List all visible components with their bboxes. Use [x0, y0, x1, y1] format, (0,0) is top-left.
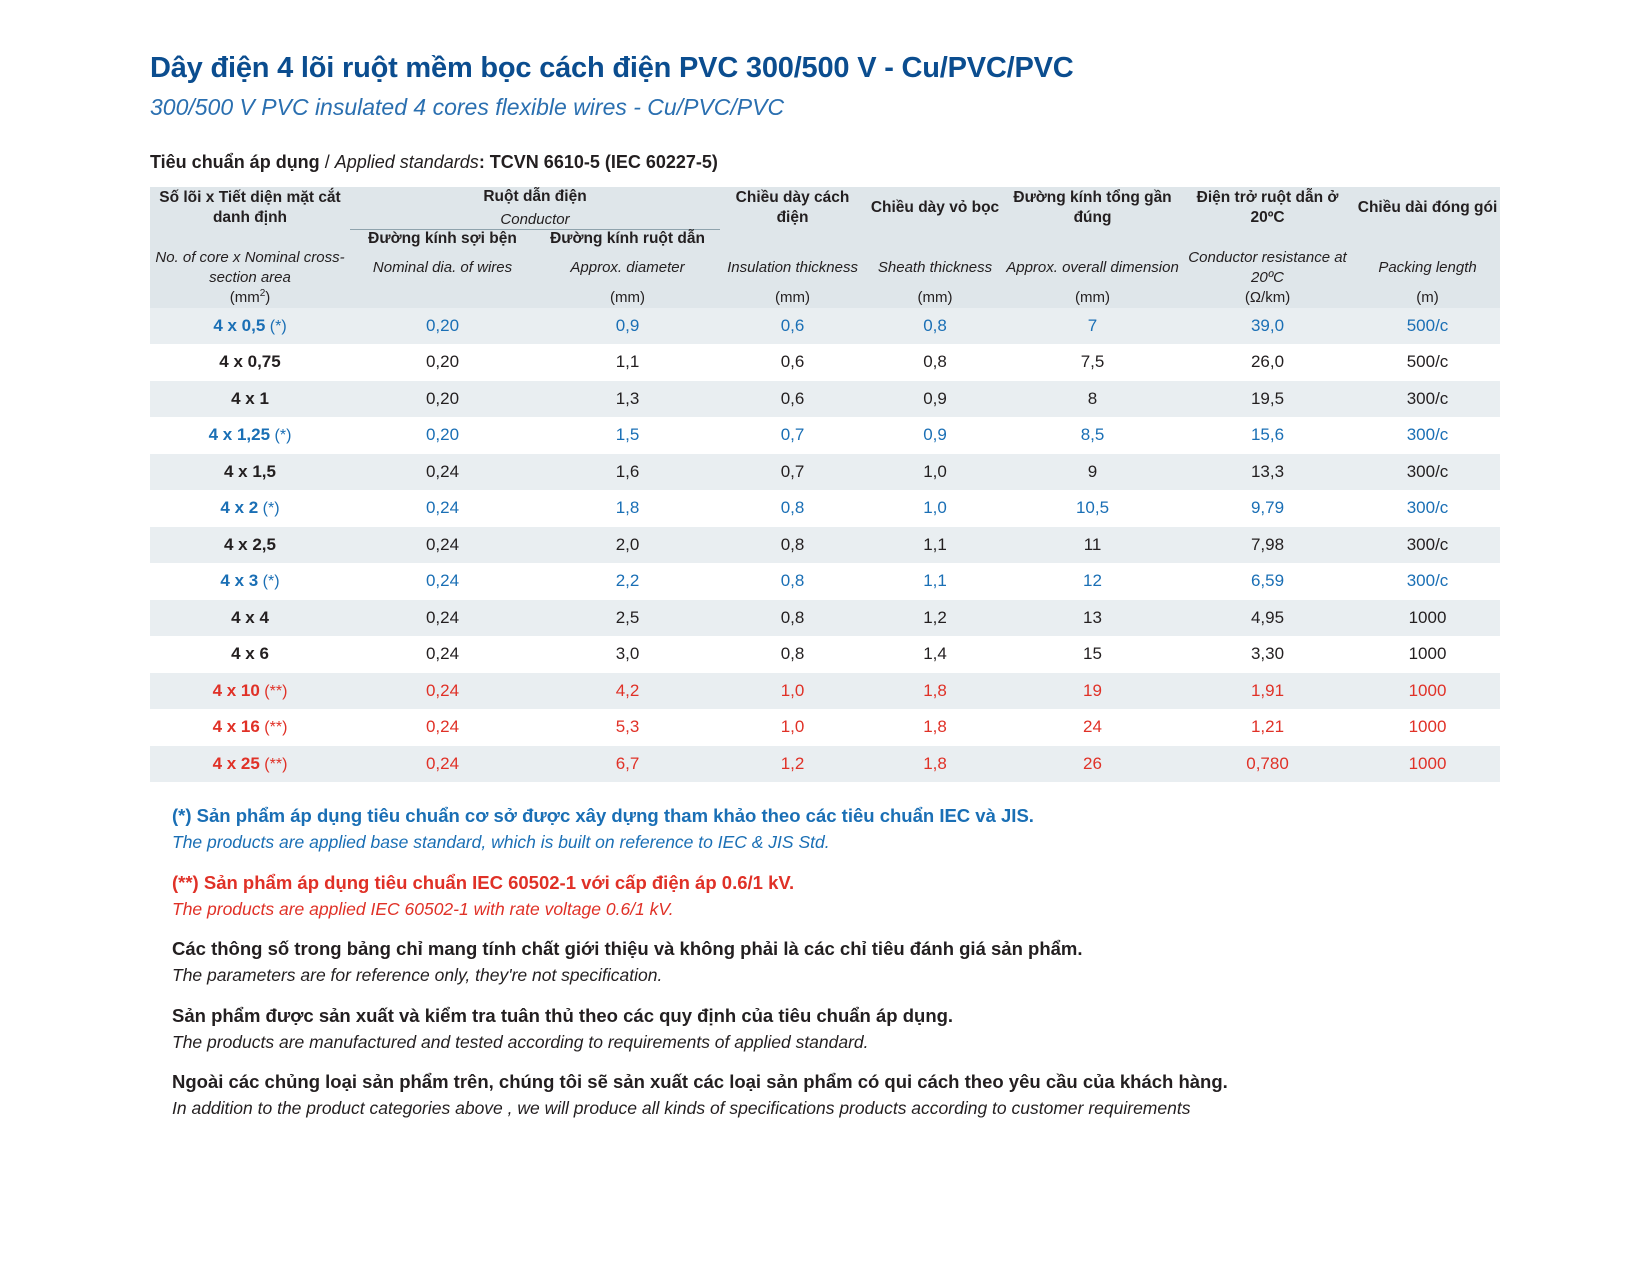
table-row	[150, 673, 1500, 710]
cell-conductor-diameter: 1,6	[535, 454, 720, 491]
cell-wire-diameter: 0,20	[350, 308, 535, 345]
cell-overall-dimension: 7,5	[1005, 344, 1180, 381]
core-footnote-mark: (*)	[258, 573, 280, 591]
unit-sheath: (mm)	[865, 287, 1005, 308]
cell-conductor-diameter: 1,5	[535, 417, 720, 454]
table-row	[150, 563, 1500, 600]
cell-core-section	[150, 673, 350, 710]
cell-overall-dimension: 13	[1005, 600, 1180, 637]
cell-conductor-resistance: 1,21	[1180, 709, 1355, 746]
unit-core-superscript: 2	[259, 288, 266, 300]
cell-overall-dimension: 15	[1005, 636, 1180, 673]
note-text-vi: Ngoài các chủng loại sản phẩm trên, chúng tôi sẽ sản xuất các loại sản phẩm có qui cách theo yêu cầu của khách hàng.	[172, 1071, 1228, 1093]
core-footnote-mark: (*)	[258, 500, 280, 518]
core-footnote-mark: (**)	[259, 682, 288, 700]
cell-conductor-resistance: 6,59	[1180, 563, 1355, 600]
cell-conductor-resistance: 15,6	[1180, 417, 1355, 454]
header-insulation-en: Insulation thickness	[720, 248, 865, 287]
cell-overall-dimension: 19	[1005, 673, 1180, 710]
core-value: 4 x 25	[212, 753, 260, 773]
cell-conductor-resistance: 26,0	[1180, 344, 1355, 381]
table-row	[150, 308, 1500, 345]
note-block	[172, 1070, 1522, 1121]
notes-section	[150, 804, 1522, 1121]
core-footnote-mark: (**)	[259, 755, 288, 773]
cell-packing-length: 300/c	[1355, 454, 1500, 491]
cell-conductor-resistance: 3,30	[1180, 636, 1355, 673]
cell-sheath-thickness: 1,1	[865, 563, 1005, 600]
cell-insulation-thickness: 1,2	[720, 746, 865, 783]
core-footnote-mark: (**)	[259, 719, 288, 737]
cell-packing-length: 300/c	[1355, 381, 1500, 418]
core-value: 4 x 6	[231, 644, 269, 664]
table-row	[150, 527, 1500, 564]
cell-packing-length: 1000	[1355, 709, 1500, 746]
header-sheath-vi: Chiều dày vỏ bọc	[865, 187, 1005, 230]
header-core-en: No. of core x Nominal cross-section area	[150, 248, 350, 287]
cell-sheath-thickness: 1,8	[865, 746, 1005, 783]
unit-overall: (mm)	[1005, 287, 1180, 308]
cell-packing-length: 1000	[1355, 673, 1500, 710]
note-text-vi: (*) Sản phẩm áp dụng tiêu chuẩn cơ sở được xây dựng tham khảo theo các tiêu chuẩn IEC và JIS.	[172, 805, 1034, 827]
cell-wire-diameter: 0,24	[350, 746, 535, 783]
cell-overall-dimension: 12	[1005, 563, 1180, 600]
header-spacer-sheath	[865, 230, 1005, 249]
cell-core-section	[150, 417, 350, 454]
table-row	[150, 490, 1500, 527]
cell-conductor-diameter: 1,8	[535, 490, 720, 527]
cell-wire-diameter: 0,24	[350, 673, 535, 710]
cell-conductor-diameter: 2,2	[535, 563, 720, 600]
cell-sheath-thickness: 1,4	[865, 636, 1005, 673]
table-header-row-conductor-sub	[150, 230, 1500, 249]
cell-core-section	[150, 600, 350, 637]
header-cond-dia-vi: Đường kính ruột dẫn	[535, 230, 720, 249]
applied-standards	[150, 152, 1497, 173]
standards-label-vi: Tiêu chuẩn áp dụng	[150, 152, 320, 172]
core-value: 4 x 10	[212, 680, 260, 700]
header-spacer-overall	[1005, 230, 1180, 249]
specification-table	[150, 187, 1500, 782]
core-value: 4 x 2,5	[224, 534, 276, 554]
header-resistance-vi: Điện trở ruột dẫn ở 20ºC	[1180, 187, 1355, 230]
note-text-en: The products are manufactured and tested according to requirements of applied standard.	[172, 1031, 869, 1052]
header-conductor-group	[350, 187, 720, 230]
cell-packing-length: 500/c	[1355, 344, 1500, 381]
cell-core-section	[150, 381, 350, 418]
note-block	[172, 871, 1522, 922]
cell-packing-length: 300/c	[1355, 563, 1500, 600]
cell-wire-diameter: 0,24	[350, 636, 535, 673]
cell-core-section	[150, 636, 350, 673]
cell-insulation-thickness: 1,0	[720, 673, 865, 710]
note-text-en: The products are applied IEC 60502-1 with rate voltage 0.6/1 kV.	[172, 898, 674, 919]
core-footnote-mark: (*)	[270, 427, 292, 445]
cell-conductor-resistance: 7,98	[1180, 527, 1355, 564]
cell-core-section	[150, 308, 350, 345]
cell-conductor-resistance: 9,79	[1180, 490, 1355, 527]
unit-core-end: )	[265, 289, 271, 307]
header-packing-vi: Chiều dài đóng gói	[1355, 187, 1500, 230]
cell-insulation-thickness: 0,8	[720, 563, 865, 600]
cell-sheath-thickness: 0,9	[865, 417, 1005, 454]
cell-packing-length: 300/c	[1355, 417, 1500, 454]
note-text-en: In addition to the product categories above , we will produce all kinds of specifications products according to customer requirements	[172, 1098, 1191, 1119]
header-wire-dia-vi: Đường kính sợi bện	[350, 230, 535, 249]
cell-conductor-diameter: 2,0	[535, 527, 720, 564]
cell-conductor-diameter: 3,0	[535, 636, 720, 673]
cell-insulation-thickness: 0,8	[720, 527, 865, 564]
header-insulation-vi: Chiều dày cách điện	[720, 187, 865, 230]
cell-wire-diameter: 0,20	[350, 344, 535, 381]
standards-separator: /	[319, 152, 335, 172]
header-spacer-core	[150, 230, 350, 249]
cell-sheath-thickness: 1,8	[865, 709, 1005, 746]
cell-sheath-thickness: 0,8	[865, 344, 1005, 381]
unit-resistance: (Ω/km)	[1180, 287, 1355, 308]
cell-conductor-resistance: 4,95	[1180, 600, 1355, 637]
cell-sheath-thickness: 1,0	[865, 454, 1005, 491]
cell-overall-dimension: 24	[1005, 709, 1180, 746]
cell-overall-dimension: 11	[1005, 527, 1180, 564]
core-value: 4 x 4	[231, 607, 269, 627]
header-overall-en: Approx. overall dimension	[1005, 248, 1180, 287]
table-row	[150, 636, 1500, 673]
cell-core-section	[150, 709, 350, 746]
cell-sheath-thickness: 1,1	[865, 527, 1005, 564]
header-cond-dia-en: Approx. diameter	[535, 248, 720, 287]
cell-overall-dimension: 10,5	[1005, 490, 1180, 527]
header-overall-vi: Đường kính tổng gần đúng	[1005, 187, 1180, 230]
cell-wire-diameter: 0,24	[350, 527, 535, 564]
cell-insulation-thickness: 0,7	[720, 417, 865, 454]
cell-conductor-resistance: 13,3	[1180, 454, 1355, 491]
cell-conductor-diameter: 1,1	[535, 344, 720, 381]
cell-overall-dimension: 7	[1005, 308, 1180, 345]
header-sheath-en: Sheath thickness	[865, 248, 1005, 287]
core-value: 4 x 3	[220, 571, 259, 591]
cell-packing-length: 1000	[1355, 636, 1500, 673]
core-value: 4 x 16	[212, 717, 260, 737]
header-conductor-en: Conductor	[500, 210, 570, 228]
unit-cond-dia: (mm)	[535, 287, 720, 308]
cell-insulation-thickness: 0,7	[720, 454, 865, 491]
cell-wire-diameter: 0,20	[350, 417, 535, 454]
table-header-row-vi	[150, 187, 1500, 230]
cell-conductor-diameter: 5,3	[535, 709, 720, 746]
core-value: 4 x 2	[220, 498, 259, 518]
table-header-row-en	[150, 248, 1500, 287]
note-block	[172, 804, 1522, 855]
cell-wire-diameter: 0,24	[350, 454, 535, 491]
cell-wire-diameter: 0,24	[350, 563, 535, 600]
cell-sheath-thickness: 1,8	[865, 673, 1005, 710]
note-text-en: The products are applied base standard, which is built on reference to IEC & JIS Std.	[172, 831, 830, 852]
cell-insulation-thickness: 0,6	[720, 308, 865, 345]
page-title: Dây điện 4 lõi ruột mềm bọc cách điện PVC 300/500 V - Cu/PVC/PVC	[150, 52, 1074, 84]
cell-wire-diameter: 0,24	[350, 600, 535, 637]
cell-core-section	[150, 563, 350, 600]
header-core-vi: Số lõi x Tiết diện mặt cắt danh định	[150, 187, 350, 230]
cell-conductor-resistance: 19,5	[1180, 381, 1355, 418]
cell-core-section	[150, 746, 350, 783]
header-spacer-ins	[720, 230, 865, 249]
cell-sheath-thickness: 1,2	[865, 600, 1005, 637]
table-row	[150, 417, 1500, 454]
core-value: 4 x 1	[231, 388, 269, 408]
header-wire-dia-en: Nominal dia. of wires	[350, 248, 535, 287]
cell-packing-length: 1000	[1355, 600, 1500, 637]
unit-core-text: (mm	[229, 289, 260, 307]
core-footnote-mark: (*)	[265, 317, 287, 335]
core-value: 4 x 0,75	[219, 352, 281, 372]
table-row	[150, 344, 1500, 381]
note-text-en: The parameters are for reference only, they're not specification.	[172, 965, 663, 986]
table-row	[150, 600, 1500, 637]
cell-packing-length: 300/c	[1355, 490, 1500, 527]
header-conductor-vi: Ruột dẫn điện	[483, 188, 587, 205]
header-spacer-pack	[1355, 230, 1500, 249]
table-row	[150, 381, 1500, 418]
cell-insulation-thickness: 0,8	[720, 600, 865, 637]
core-value: 4 x 1,25	[208, 425, 271, 445]
cell-core-section	[150, 490, 350, 527]
cell-sheath-thickness: 1,0	[865, 490, 1005, 527]
core-value: 4 x 1,5	[224, 461, 276, 481]
standards-label-en: Applied standards	[334, 152, 479, 172]
table-row	[150, 746, 1500, 783]
standards-value: : TCVN 6610-5 (IEC 60227-5)	[478, 152, 718, 172]
note-block	[172, 1004, 1522, 1055]
cell-wire-diameter: 0,20	[350, 381, 535, 418]
page-subtitle: 300/500 V PVC insulated 4 cores flexible wires - Cu/PVC/PVC	[150, 94, 785, 121]
cell-overall-dimension: 26	[1005, 746, 1180, 783]
table-body	[150, 308, 1500, 783]
cell-insulation-thickness: 0,6	[720, 381, 865, 418]
table-row	[150, 454, 1500, 491]
cell-conductor-diameter: 6,7	[535, 746, 720, 783]
table-row	[150, 709, 1500, 746]
cell-sheath-thickness: 0,8	[865, 308, 1005, 345]
cell-packing-length: 300/c	[1355, 527, 1500, 564]
unit-packing: (m)	[1355, 287, 1500, 308]
note-text-vi: (**) Sản phẩm áp dụng tiêu chuẩn IEC 60502-1 với cấp điện áp 0.6/1 kV.	[172, 871, 795, 893]
cell-overall-dimension: 8	[1005, 381, 1180, 418]
unit-wire-dia	[350, 287, 535, 308]
cell-conductor-resistance: 1,91	[1180, 673, 1355, 710]
note-block	[172, 937, 1522, 988]
cell-conductor-resistance: 39,0	[1180, 308, 1355, 345]
unit-insulation: (mm)	[720, 287, 865, 308]
header-packing-en: Packing length	[1355, 248, 1500, 287]
core-value: 4 x 0,5	[213, 315, 266, 335]
cell-conductor-diameter: 0,9	[535, 308, 720, 345]
table-header-row-units	[150, 287, 1500, 308]
cell-packing-length: 1000	[1355, 746, 1500, 783]
cell-conductor-diameter: 2,5	[535, 600, 720, 637]
cell-conductor-diameter: 1,3	[535, 381, 720, 418]
cell-conductor-diameter: 4,2	[535, 673, 720, 710]
cell-packing-length: 500/c	[1355, 308, 1500, 345]
cell-insulation-thickness: 0,8	[720, 490, 865, 527]
cell-wire-diameter: 0,24	[350, 709, 535, 746]
cell-core-section	[150, 527, 350, 564]
cell-overall-dimension: 9	[1005, 454, 1180, 491]
header-resistance-en: Conductor resistance at 20ºC	[1180, 248, 1355, 287]
cell-sheath-thickness: 0,9	[865, 381, 1005, 418]
unit-core	[150, 287, 350, 308]
note-text-vi: Sản phẩm được sản xuất và kiểm tra tuân thủ theo các quy định của tiêu chuẩn áp dụng.	[172, 1004, 954, 1026]
cell-wire-diameter: 0,24	[350, 490, 535, 527]
note-text-vi: Các thông số trong bảng chỉ mang tính chất giới thiệu và không phải là các chỉ tiêu đánh giá sản phẩm.	[172, 938, 1083, 960]
cell-insulation-thickness: 0,6	[720, 344, 865, 381]
cell-insulation-thickness: 0,8	[720, 636, 865, 673]
cell-insulation-thickness: 1,0	[720, 709, 865, 746]
header-spacer-res	[1180, 230, 1355, 249]
cell-core-section	[150, 454, 350, 491]
cell-overall-dimension: 8,5	[1005, 417, 1180, 454]
cell-core-section	[150, 344, 350, 381]
cell-conductor-resistance: 0,780	[1180, 746, 1355, 783]
